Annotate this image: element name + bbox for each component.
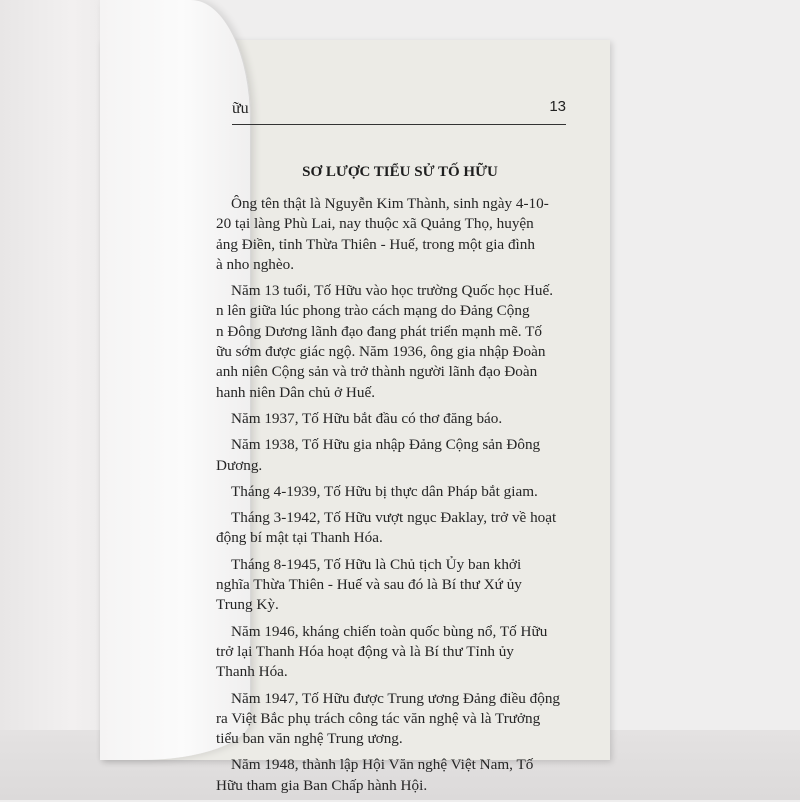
chapter-title: SƠ LƯỢC TIỂU SỬ TỐ HỮU <box>302 164 498 180</box>
text-line: nghĩa Thừa Thiên - Huế và sau đó là Bí thư Xứ ủy <box>216 576 522 594</box>
text-line: ữu sớm được giác ngộ. Năm 1936, ông gia nhập Đoàn <box>216 343 546 361</box>
text-line: Trung Kỳ. <box>216 596 279 614</box>
text-line: tiểu ban văn nghệ Trung ương. <box>216 730 403 748</box>
text-line: Tháng 3-1942, Tố Hữu vượt ngục Đaklay, trở về hoạt <box>231 509 557 527</box>
paragraph <box>216 508 566 549</box>
text-line: Thanh Hóa. <box>216 663 288 681</box>
text-line: Hữu tham gia Ban Chấp hành Hội. <box>216 776 428 794</box>
paragraph <box>216 622 566 683</box>
text-line: ảng Điền, tỉnh Thừa Thiên - Huế, trong một gia đình <box>216 235 535 253</box>
text-line: Năm 1947, Tố Hữu được Trung ương Đảng điều động <box>231 689 561 707</box>
running-header <box>232 96 566 125</box>
text-line: ra Việt Bắc phụ trách công tác văn nghệ và là Trưởng <box>216 709 541 727</box>
paragraph <box>216 755 566 796</box>
text-line: Ông tên thật là Nguyễn Kim Thành, sinh ngày 4-10- <box>231 195 549 212</box>
running-head-author: ữu <box>232 100 249 117</box>
text-line: anh niên Cộng sản và trở thành người lãnh đạo Đoàn <box>216 363 538 381</box>
page-number: 13 <box>549 98 566 115</box>
text-line: Năm 13 tuổi, Tố Hữu vào học trường Quốc học Huế. <box>231 282 553 300</box>
paragraph <box>216 435 566 476</box>
paragraph <box>216 281 566 403</box>
text-line: à nho nghèo. <box>216 255 295 273</box>
paragraph <box>216 689 566 750</box>
paragraph <box>216 409 566 429</box>
text-line: Năm 1948, thành lập Hội Văn nghệ Việt Nam, Tố <box>231 756 534 774</box>
text-line: hanh niên Dân chủ ở Huế. <box>216 383 376 401</box>
paragraph <box>216 194 566 275</box>
text-line: Năm 1937, Tố Hữu bắt đầu có thơ đăng báo. <box>231 409 503 427</box>
text-line: 20 tại làng Phù Lai, nay thuộc xã Quảng Thọ, huyện <box>216 215 534 233</box>
paragraph <box>216 482 566 502</box>
text-line: Tháng 4-1939, Tố Hữu bị thực dân Pháp bắt giam. <box>231 482 538 500</box>
text-line: Dương. <box>216 456 263 474</box>
text-line: động bí mật tại Thanh Hóa. <box>216 529 383 547</box>
paragraph <box>216 555 566 616</box>
text-line: Năm 1946, kháng chiến toàn quốc bùng nổ, Tố Hữu <box>231 622 548 640</box>
text-line: n Đông Dương lãnh đạo đang phát triển mạnh mẽ. Tố <box>216 322 542 340</box>
text-line: n lên giữa lúc phong trào cách mạng do Đảng Cộng <box>216 302 530 320</box>
biography-text <box>216 194 566 802</box>
text-line: Năm 1938, Tố Hữu gia nhập Đảng Cộng sản Đông <box>231 436 541 454</box>
text-line: Tháng 8-1945, Tố Hữu là Chủ tịch Ủy ban khởi <box>231 555 522 573</box>
text-line: trở lại Thanh Hóa hoạt động và là Bí thư Tỉnh ủy <box>216 642 514 660</box>
